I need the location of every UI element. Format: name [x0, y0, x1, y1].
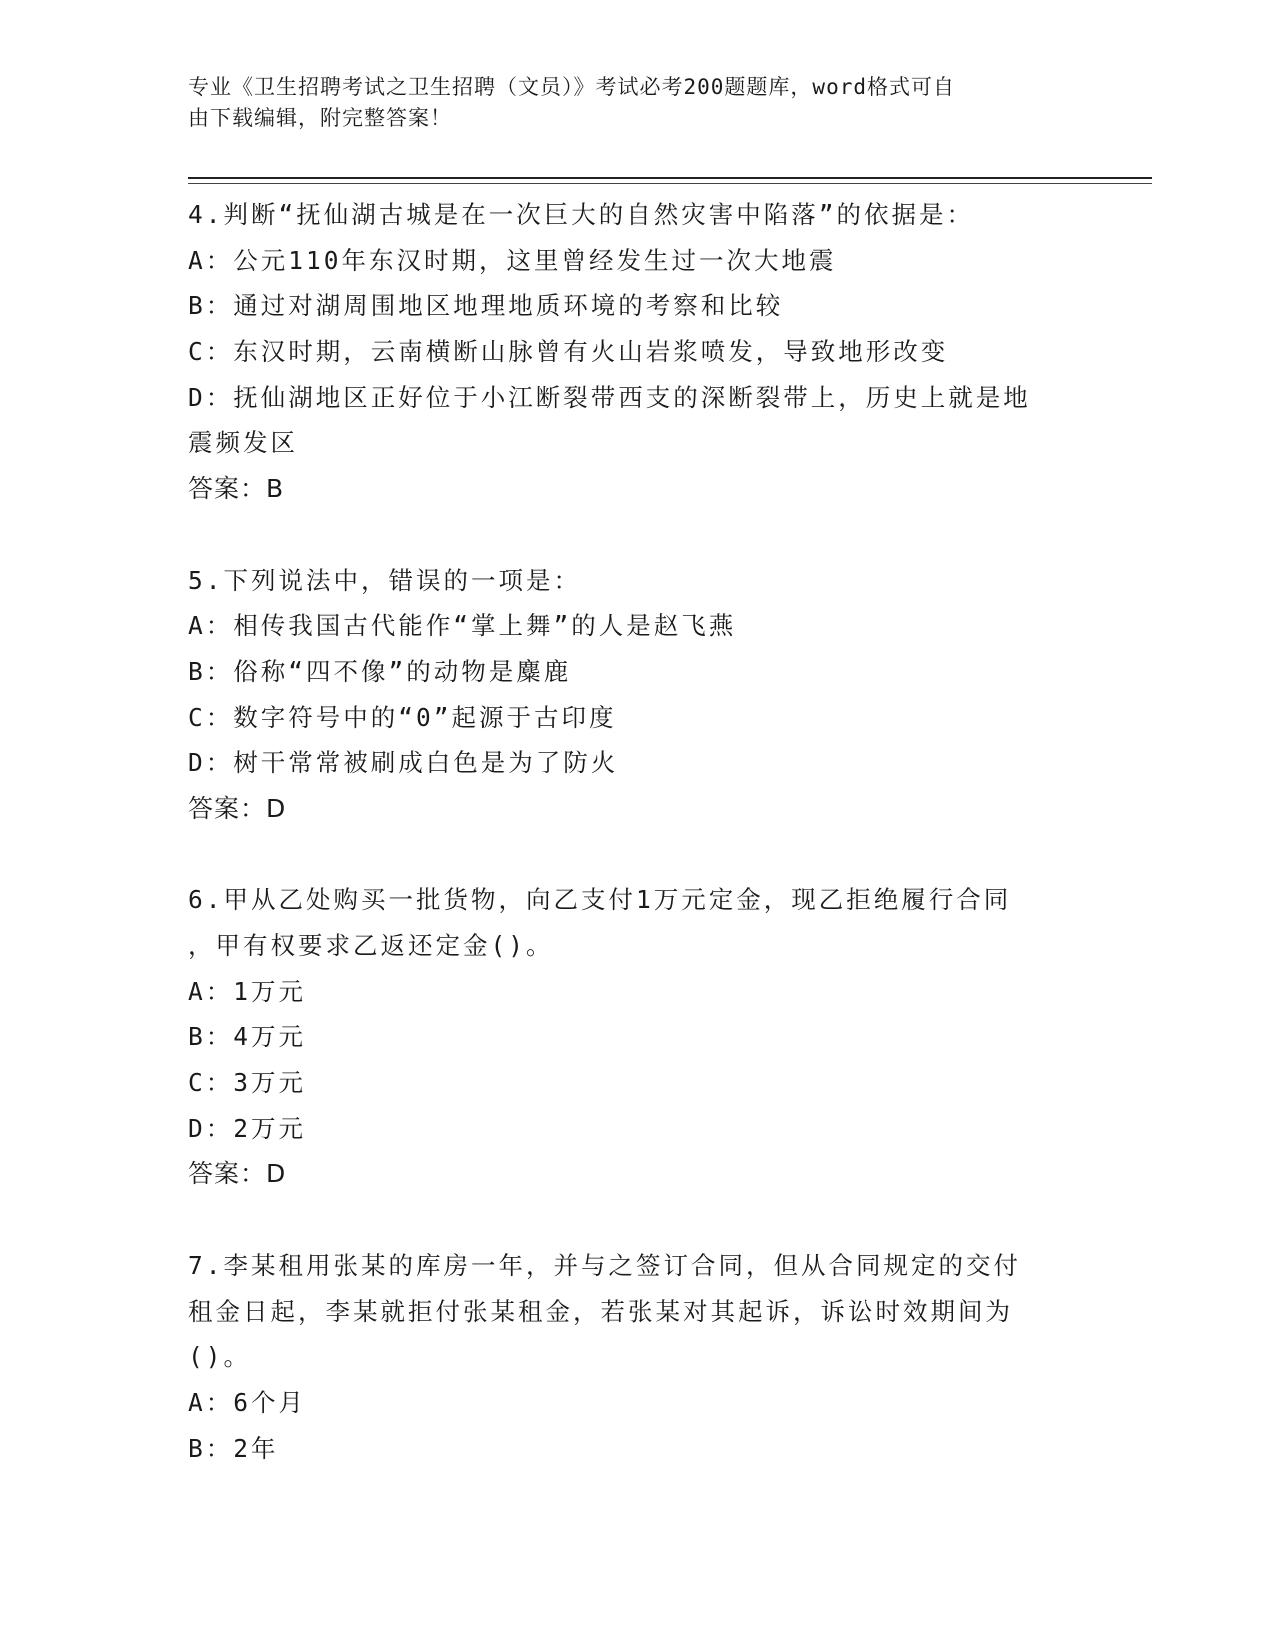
question-block	[188, 192, 1088, 512]
option-d: D：树干常常被刷成白色是为了防火	[188, 748, 619, 778]
option-b: B：2年	[188, 1433, 279, 1463]
option-b: B：通过对湖周围地区地理地质环境的考察和比较	[188, 291, 784, 321]
option-c: C：数字符号中的“0”起源于古印度	[188, 702, 617, 732]
option-a: A：公元110年东汉时期，这里曾经发生过一次大地震	[188, 245, 837, 275]
question-stem-continued: ，甲有权要求乙返还定金()。	[188, 931, 554, 960]
question-spacer	[188, 1197, 1088, 1243]
option-a: A：1万元	[188, 976, 307, 1006]
answer-label: 答案：B	[188, 474, 285, 504]
option-b: B：4万元	[188, 1022, 307, 1052]
option-d: D：2万元	[188, 1113, 307, 1143]
option-a: A：相传我国古代能作“掌上舞”的人是赵飞燕	[188, 611, 737, 641]
question-stem-continued: ()。	[188, 1342, 252, 1372]
question-list	[188, 192, 1088, 1471]
question-stem: 6.甲从乙处购买一批货物，向乙支付1万元定金，现乙拒绝履行合同	[188, 885, 1012, 915]
header-line-1: 专业《卫生招聘考试之卫生招聘（文员）》考试必考200题题库，word格式可自	[188, 75, 955, 99]
question-block	[188, 877, 1088, 1197]
header-line-2: 由下载编辑，附完整答案！	[188, 106, 452, 130]
header-divider-thin	[188, 183, 1152, 184]
option-a: A：6个月	[188, 1387, 307, 1417]
question-stem-continued: 租金日起，李某就拒付张某租金，若张某对其起诉，诉讼时效期间为	[188, 1296, 1013, 1326]
answer-label: 答案：D	[188, 793, 287, 823]
question-stem: 5.下列说法中，错误的一项是：	[188, 565, 581, 595]
option-c: C：东汉时期，云南横断山脉曾有火山岩浆喷发，导致地形改变	[188, 337, 949, 367]
question-spacer	[188, 512, 1088, 558]
document-header	[188, 72, 1068, 134]
option-d-continued: 震频发区	[188, 428, 298, 458]
answer-label: 答案：D	[188, 1159, 287, 1189]
question-stem: 4.判断“抚仙湖古城是在一次巨大的自然灾害中陷落”的依据是：	[188, 200, 974, 229]
option-d: D：抚仙湖地区正好位于小江断裂带西支的深断裂带上，历史上就是地	[188, 382, 1031, 412]
option-c: C：3万元	[188, 1068, 307, 1098]
question-block	[188, 1243, 1088, 1471]
header-divider-thick	[188, 177, 1152, 179]
option-b: B：俗称“四不像”的动物是麋鹿	[188, 656, 572, 686]
question-block	[188, 558, 1088, 832]
question-spacer	[188, 832, 1088, 878]
question-stem: 7.李某租用张某的库房一年，并与之签订合同，但从合同规定的交付	[188, 1250, 1021, 1280]
